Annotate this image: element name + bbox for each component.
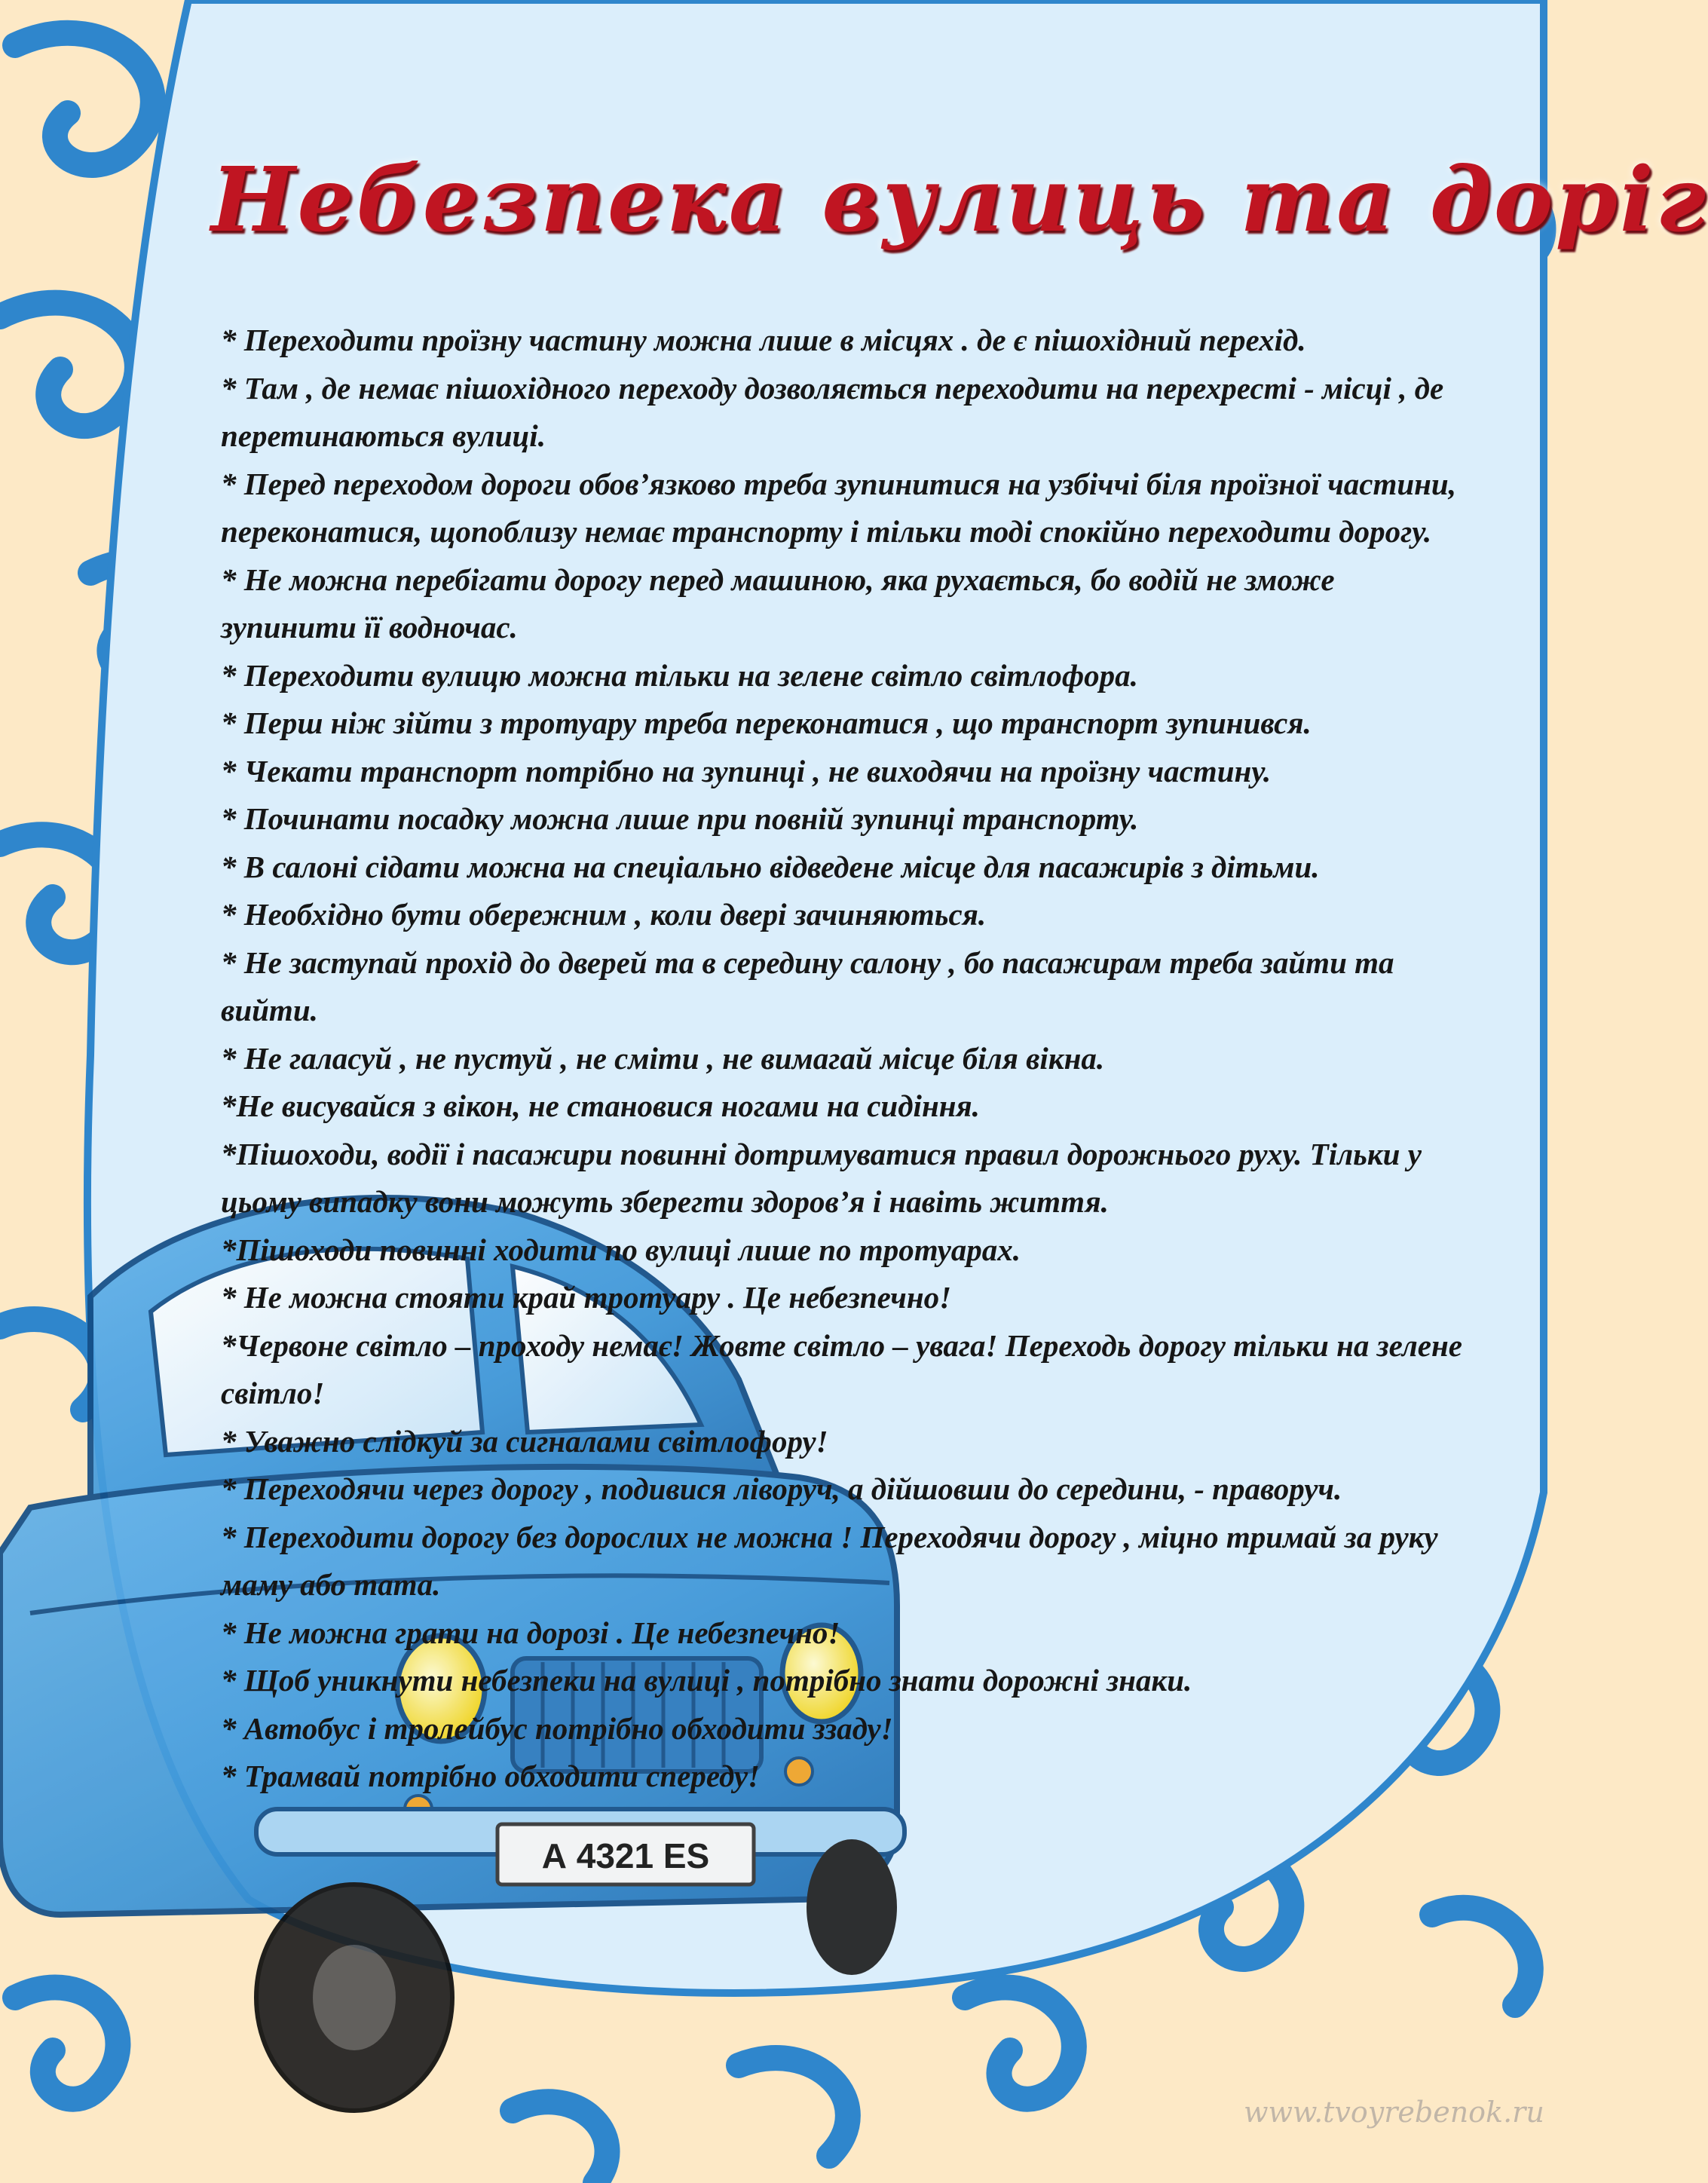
safety-rules-list bbox=[221, 317, 1472, 1801]
rule-item: * Щоб уникнути небезпеки на вулиці , потрібно знати дорожні знаки. bbox=[221, 1663, 1192, 1698]
poster-title: Небезпека вулиць та доріг bbox=[211, 147, 1708, 252]
rule-item: * Переходити вулицю можна тільки на зелене світло світлофора. bbox=[221, 657, 1138, 693]
rule-item: * Не заступай прохід до дверей та в середину салону , бо пасажирам треба зайти та вийти. bbox=[221, 945, 1394, 1027]
rule-item: *Не висувайся з вікон, не становися ногами на сидіння. bbox=[221, 1088, 980, 1123]
rule-item: * Переходити дорогу без дорослих не можна ! Переходячи дорогу , міцно тримай за руку маму або тата. bbox=[221, 1519, 1438, 1602]
rule-item: * Переходити проїзну частину можна лише в місцях . де є пішохідний перехід. bbox=[221, 323, 1306, 357]
rule-item: * Починати посадку можна лише при повній зупинці транспорту. bbox=[221, 801, 1139, 836]
rule-item: *Пішоходи, водії і пасажири повинні дотримуватися правил дорожнього руху. Тільки у цьому випадку вони можуть зберегти здоров’я і навіть життя. bbox=[221, 1136, 1422, 1219]
rule-item: * Уважно слідкуй за сигналами світлофору! bbox=[221, 1423, 828, 1459]
rule-item: * Перш ніж зійти з тротуару треба переконатися , що транспорт зупинився. bbox=[221, 706, 1312, 740]
rule-item: * Перед переходом дороги обов’язково треба зупинитися на узбіччі біля проїзної частини, переконатися, щопоблизу немає транспорту і тільки тоді спокійно переходити дорогу. bbox=[221, 466, 1456, 549]
watermark: www.tvoyrebenok.ru bbox=[1244, 2096, 1544, 2129]
rule-item: * Чекати транспорт потрібно на зупинці , не виходячи на проїзну частину. bbox=[221, 753, 1272, 788]
rule-item: * Не галасуй , не пустуй , не сміти , не вимагай місце біля вікна. bbox=[221, 1040, 1105, 1076]
rule-item: *Пішоходи повинні ходити по вулиці лише по тротуарах. bbox=[221, 1232, 1021, 1267]
rule-item: * Не можна грати на дорозі . Це небезпечно! bbox=[221, 1615, 840, 1650]
rule-item: * Автобус і тролейбус потрібно обходити ззаду! bbox=[221, 1710, 893, 1746]
rule-item: * Переходячи через дорогу , подивися ліворуч, а дійшовши до середини, - праворуч. bbox=[221, 1471, 1342, 1506]
rule-item: * В салоні сідати можна на спеціально відведене місце для пасажирів з дітьми. bbox=[221, 849, 1320, 884]
rule-item: * Необхідно бути обережним , коли двері зачиняються. bbox=[221, 897, 987, 932]
license-plate-text: А 4321 ЕS bbox=[541, 1836, 710, 1875]
rule-item: * Не можна стояти край тротуару . Це небезпечно! bbox=[221, 1280, 952, 1315]
rule-item: *Червоне світло – проходу немає! Жовте світло – увага! Переходь дорогу тільки на зелене світло! bbox=[221, 1327, 1462, 1410]
rule-item: * Не можна перебігати дорогу перед машиною, яка рухається, бо водій не зможе зупинити її водночас. bbox=[221, 562, 1335, 644]
rule-item: * Там , де немає пішохідного переходу дозволяється переходити на перехресті - місці , де перетинаються вулиці. bbox=[221, 370, 1444, 453]
rule-item: * Трамвай потрібно обходити спереду! bbox=[221, 1759, 760, 1793]
